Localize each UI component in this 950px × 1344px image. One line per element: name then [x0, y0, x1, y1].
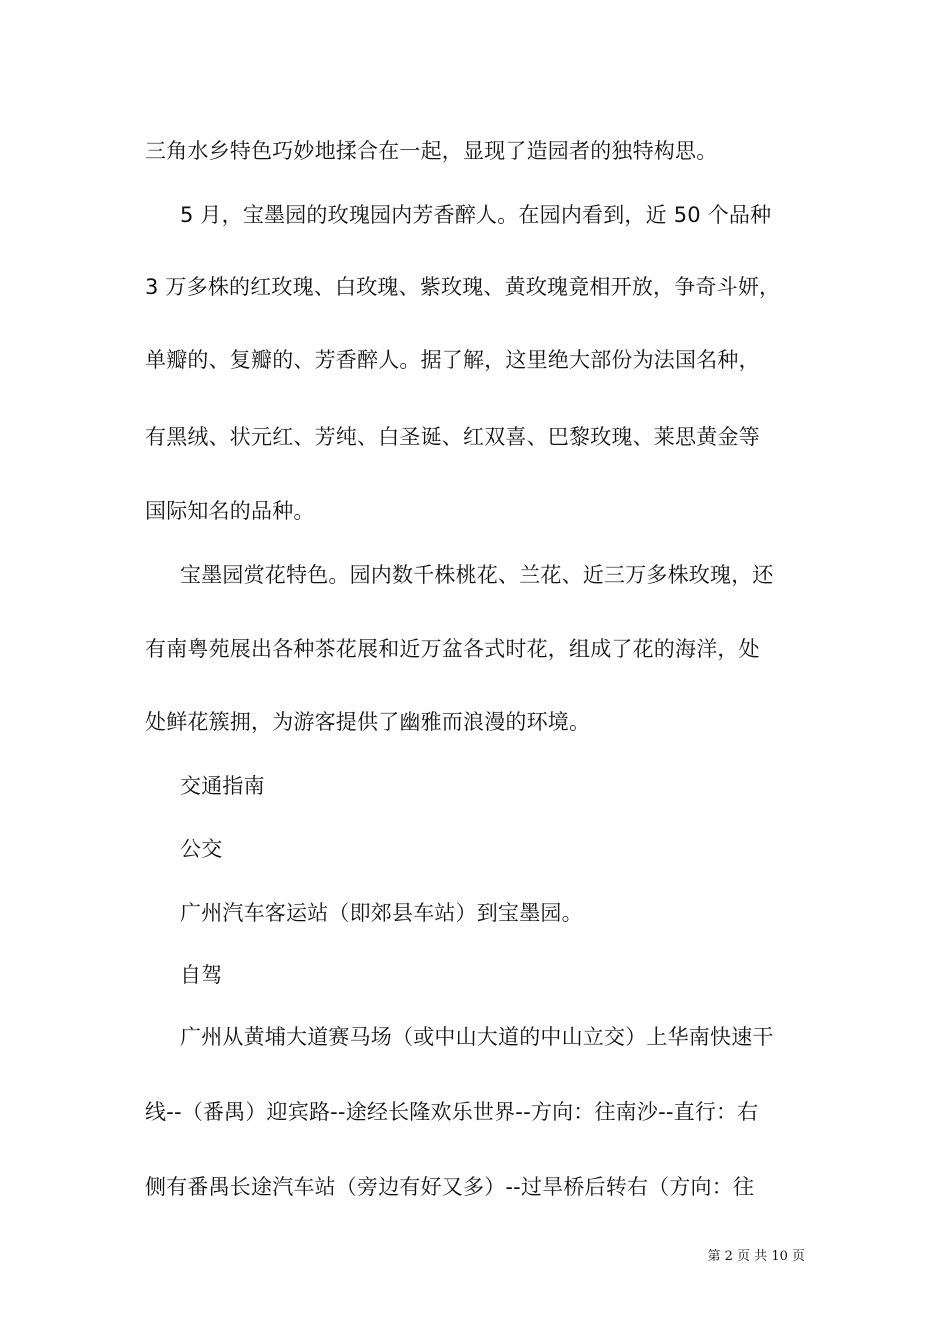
paragraph-line: 有南粤苑展出各种茶花展和近万盆各式时花，组成了花的海洋，处: [145, 637, 760, 661]
section-heading-drive: 自驾: [180, 963, 223, 987]
paragraph-line: 5 月，宝墨园的玫瑰园内芳香醉人。在园内看到，近 50 个品种: [180, 203, 772, 227]
paragraph-line: 广州从黄埔大道赛马场（或中山大道的中山立交）上华南快速干: [180, 1025, 774, 1049]
paragraph-line: 3 万多株的红玫瑰、白玫瑰、紫玫瑰、黄玫瑰竟相开放，争奇斗妍，: [145, 275, 781, 299]
paragraph-line: 有黑绒、状元红、芳纯、白圣诞、红双喜、巴黎玫瑰、莱思黄金等: [145, 425, 760, 449]
paragraph-line: 国际知名的品种。: [145, 499, 315, 523]
section-heading-traffic: 交通指南: [180, 774, 265, 798]
section-heading-bus: 公交: [180, 837, 223, 861]
paragraph-line: 单瓣的、复瓣的、芳香醉人。据了解，这里绝大部份为法国名种，: [145, 348, 760, 372]
page-number-footer: 第 2 页 共 10 页: [707, 1249, 805, 1264]
paragraph-line: 侧有番禺长途汽车站（旁边有好又多）--过旱桥后转右（方向：往: [145, 1175, 755, 1199]
paragraph-line: 处鲜花簇拥，为游客提供了幽雅而浪漫的环境。: [145, 710, 591, 734]
bus-route-text: 广州汽车客运站（即郊县车站）到宝墨园。: [180, 901, 583, 925]
paragraph-line: 宝墨园赏花特色。园内数千株桃花、兰花、近三万多株玫瑰，还: [180, 563, 774, 587]
paragraph-line: 线--（番禺）迎宾路--途经长隆欢乐世界--方向：往南沙--直行：右: [145, 1100, 759, 1124]
paragraph-line: 三角水乡特色巧妙地揉合在一起，显现了造园者的独特构思。: [145, 139, 718, 163]
